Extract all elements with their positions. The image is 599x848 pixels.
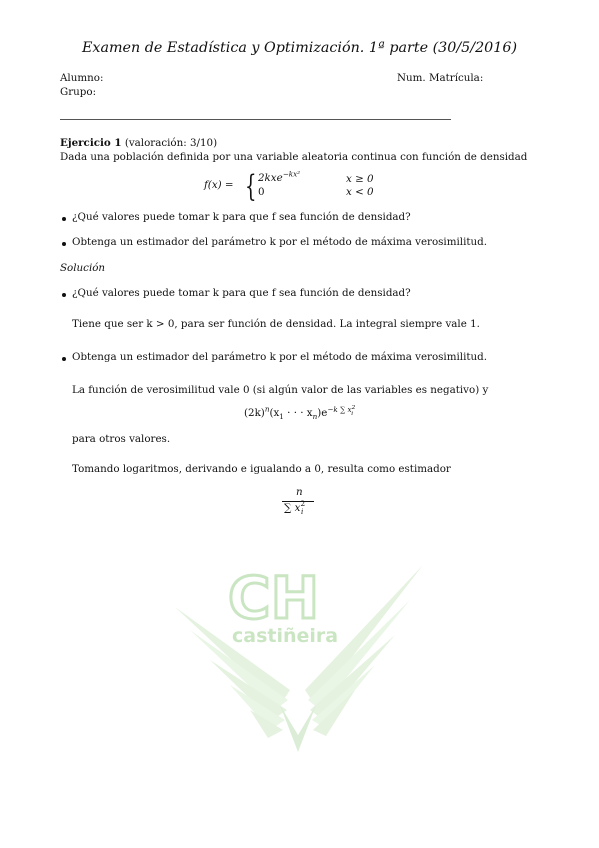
logo-letters: CH: [228, 564, 320, 632]
solution-label: Solución: [60, 262, 106, 274]
exercise-heading: [60, 137, 217, 149]
solution-question-1: ¿Qué valores puede tomar k para que f sea función de densidad?: [72, 287, 411, 299]
solution-question-2: Obtenga un estimador del parámetro k por el método de máxima verosimilitud.: [72, 351, 488, 363]
bullet-icon: [62, 242, 66, 246]
exercise-intro: Dada una población definida por una variable aleatoria continua con función de densidad: [60, 151, 528, 163]
solution-answer-1: Tiene que ser k > 0, para ser función de densidad. La integral siempre vale 1.: [72, 318, 480, 330]
wing-center: [280, 705, 316, 752]
bullet-icon: [62, 357, 66, 361]
likelihood-formula: $(2k)^n(x_1$ · · · $x_n)e^{-k \sum x^2_i}$: [244, 404, 356, 422]
piecewise-brace: {: [245, 169, 257, 204]
question-1: ¿Qué valores puede tomar k para que f sea función de densidad?: [72, 211, 411, 223]
exercise-number: Ejercicio 1: [60, 137, 122, 149]
grupo-label: Grupo:: [60, 86, 97, 98]
estimator-numerator: n: [296, 486, 303, 498]
estimator-denominator: ∑ $x^2_i$: [284, 499, 306, 516]
solution-answer-2-method: Tomando logaritmos, derivando e igualando a 0, resulta como estimador: [72, 463, 451, 475]
case-2-expression: 0: [258, 186, 265, 198]
wing-shape: [308, 600, 410, 710]
solution-answer-2-intro: La función de verosimilitud vale 0 (si algún valor de las variables es negativo) y: [72, 384, 489, 396]
matricula-label: Num. Matrícula:: [397, 72, 484, 84]
case-1-condition: x ≥ 0: [346, 173, 374, 185]
alumno-label: Alumno:: [60, 72, 104, 84]
case-2-condition: x < 0: [346, 186, 374, 198]
header-divider: [60, 119, 451, 120]
case-1-expression: 2kxe$^{-kx^2}$: [258, 169, 301, 184]
solution-answer-2-other: para otros valores.: [72, 433, 171, 445]
castineira-watermark-logo: [170, 560, 430, 760]
bullet-icon: [62, 217, 66, 221]
logo-brand: castiñeira: [232, 625, 339, 647]
density-label: f(x) =: [204, 179, 234, 191]
exam-title: Examen de Estadística y Optimización. 1ª parte (30/5/2016): [81, 40, 518, 56]
question-2: Obtenga un estimador del parámetro k por el método de máxima verosimilitud.: [72, 236, 488, 248]
bullet-icon: [62, 293, 66, 297]
exercise-weight: (valoración: 3/10): [124, 137, 218, 149]
